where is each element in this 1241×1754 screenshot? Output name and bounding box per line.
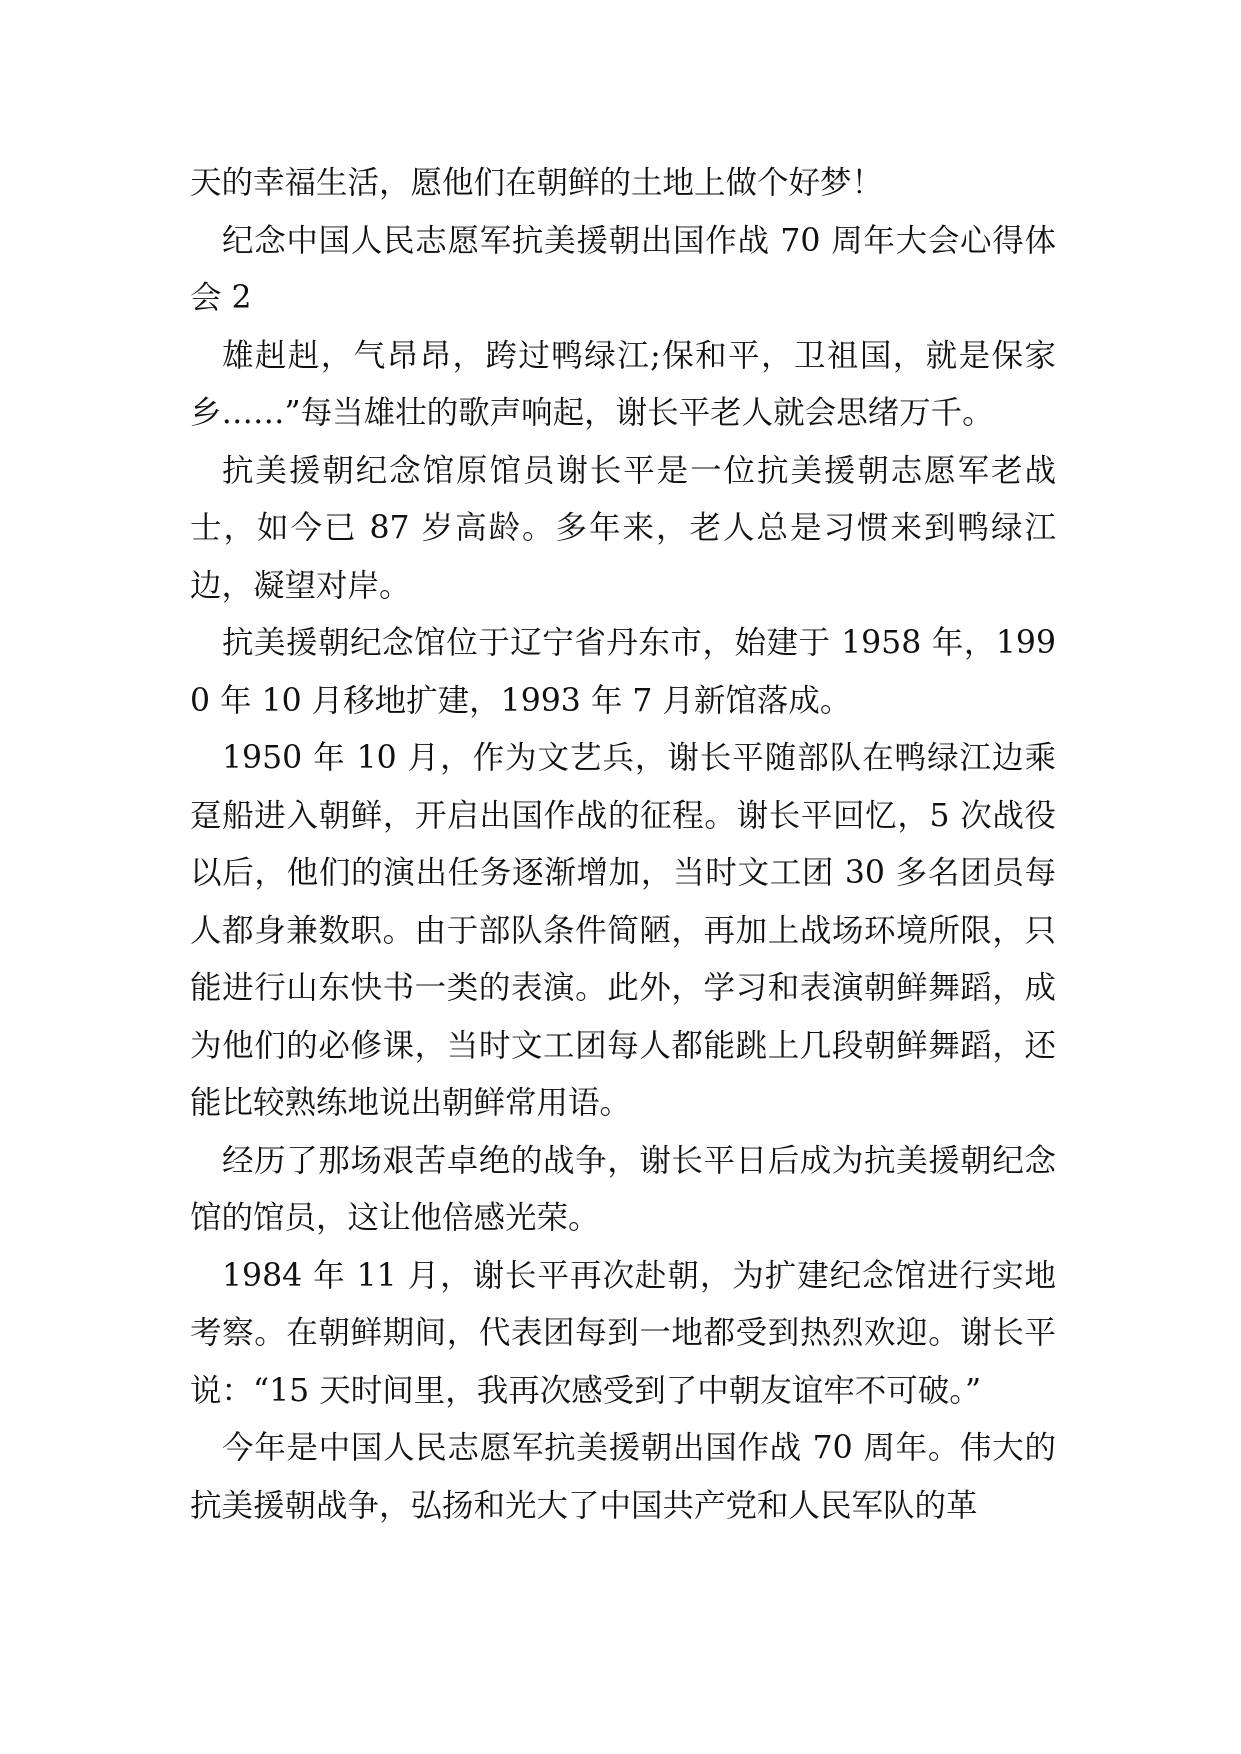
paragraph-continuation: 天的幸福生活，愿他们在朝鲜的土地上做个好梦！ (190, 165, 884, 201)
paragraph: 抗美援朝纪念馆位于辽宁省丹东市，始建于 1958 年，1990 年 10 月移地扩建，1993 年 7 月新馆落成。 (190, 625, 1056, 719)
paragraph: 今年是中国人民志愿军抗美援朝出国作战 70 周年。伟大的抗美援朝战争，弘扬和光大了中国共产党和人民军队的革 (190, 1430, 1056, 1524)
paragraph: 经历了那场艰苦卓绝的战争，谢长平日后成为抗美援朝纪念馆的馆员，这让他倍感光荣。 (190, 1142, 1056, 1236)
paragraph: 抗美援朝纪念馆原馆员谢长平是一位抗美援朝志愿军老战士，如今已 87 岁高龄。多年来，老人总是习惯来到鸭绿江边，凝望对岸。 (190, 452, 1056, 604)
paragraph: 雄赳赳，气昂昂，跨过鸭绿江;保和平，卫祖国，就是保家乡……”每当雄壮的歌声响起，谢长平老人就会思绪万千。 (190, 337, 1056, 431)
section-title: 纪念中国人民志愿军抗美援朝出国作战 70 周年大会心得体会 2 (190, 222, 1056, 316)
document-body (190, 155, 1056, 1535)
paragraph: 1984 年 11 月，谢长平再次赴朝，为扩建纪念馆进行实地考察。在朝鲜期间，代表团每到一地都受到热烈欢迎。谢长平说：“15 天时间里，我再次感受到了中朝友谊牢不可破。” (190, 1257, 1056, 1409)
paragraph: 1950 年 10 月，作为文艺兵，谢长平随部队在鸭绿江边乘趸船进入朝鲜，开启出国作战的征程。谢长平回忆，5 次战役以后，他们的演出任务逐渐增加，当时文工团 30 多名团员每人都身兼数职。由于部队条件简陋，再加上战场环境所限，只能进行山东快书一类的表演。此外，学习和表演朝鲜舞蹈，成为他们的必修课，当时文工团每人都能跳上几段朝鲜舞蹈，还能比较熟练地说出朝鲜常用语。 (190, 740, 1056, 1121)
